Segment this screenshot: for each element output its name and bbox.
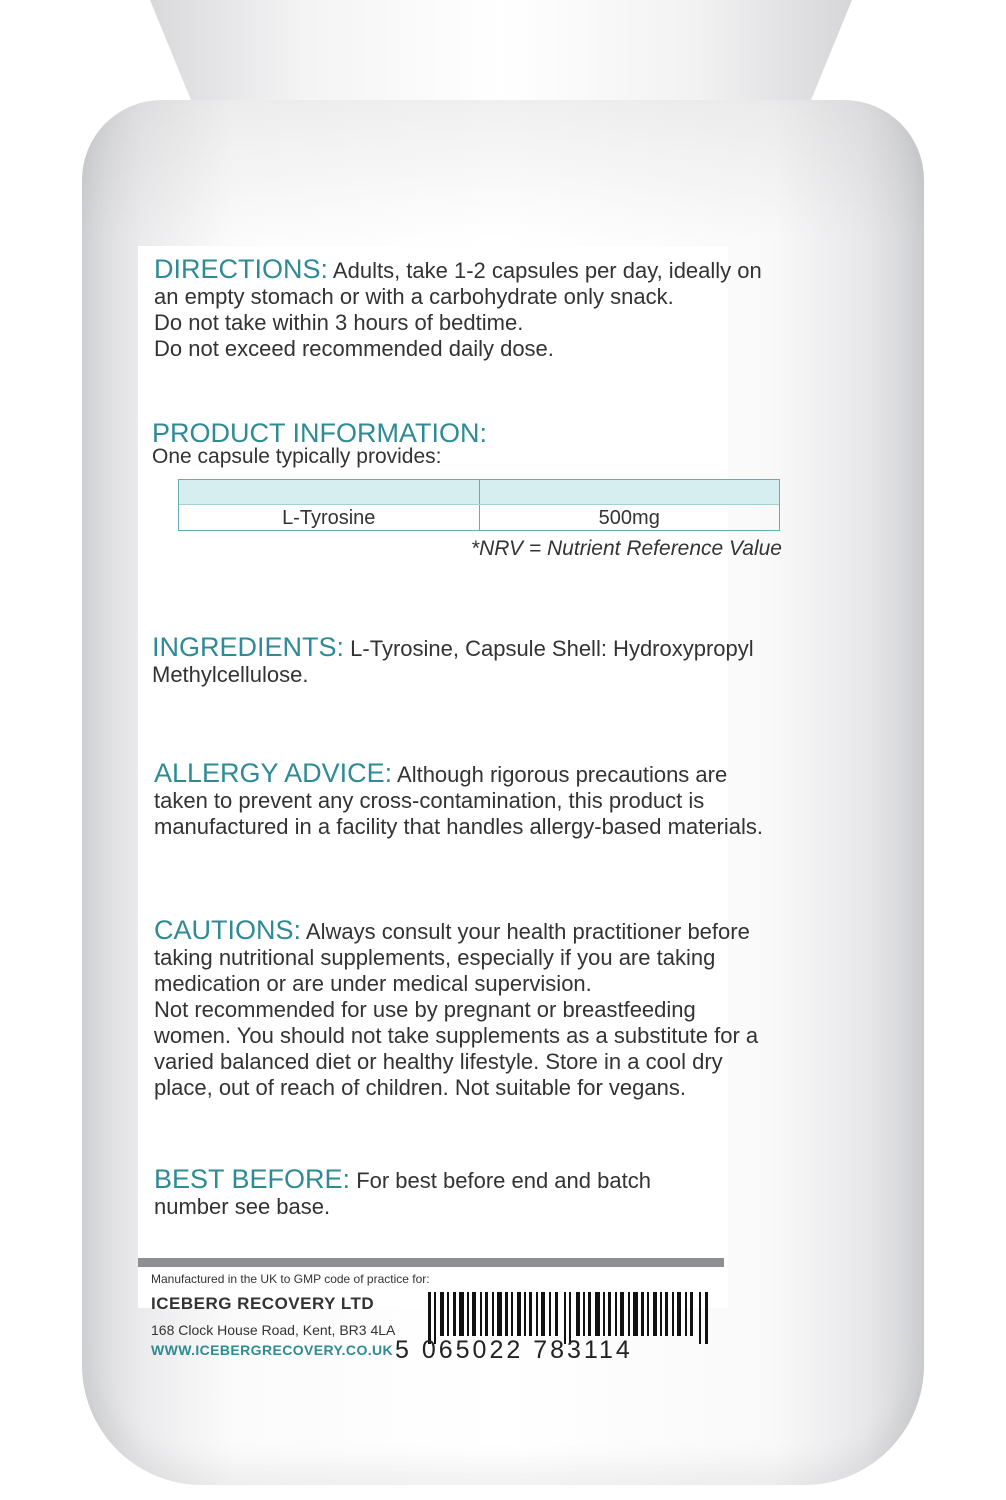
nutrient-header-cell xyxy=(479,480,780,504)
nutrient-table-header xyxy=(179,480,779,505)
cautions-line: varied balanced diet or healthy lifestyle. Store in a cool dry xyxy=(154,1049,723,1074)
cautions-line: medication or are under medical supervision. xyxy=(154,971,592,996)
allergy-line: manufactured in a facility that handles allergy-based materials. xyxy=(154,814,763,839)
barcode-number: 5 065022 783114 xyxy=(395,1336,633,1364)
cautions-heading: CAUTIONS: xyxy=(154,915,302,945)
cautions-line: Always consult your health practitioner before xyxy=(305,919,750,944)
directions-line: Adults, take 1-2 capsules per day, ideally on xyxy=(332,258,762,283)
ingredients-line: L-Tyrosine, Capsule Shell: Hydroxypropyl xyxy=(350,636,754,661)
manufacturer-name: ICEBERG RECOVERY LTD xyxy=(151,1294,375,1313)
cautions-line: Not recommended for use by pregnant or breastfeeding xyxy=(154,997,696,1022)
allergy-heading: ALLERGY ADVICE: xyxy=(154,758,393,788)
best-before-line: For best before end and batch xyxy=(356,1168,651,1193)
manufacturer-address: 168 Clock House Road, Kent, BR3 4LA xyxy=(151,1322,396,1338)
bottle-shoulder xyxy=(82,100,924,240)
directions-section xyxy=(154,256,762,362)
amount-cell: 500mg xyxy=(479,505,780,531)
nutrient-table xyxy=(178,479,780,531)
ingredient-cell: L-Tyrosine xyxy=(282,507,376,529)
manufacturer-intro: Manufactured in the UK to GMP code of practice for: xyxy=(151,1272,430,1286)
best-before-heading: BEST BEFORE: xyxy=(154,1164,351,1194)
product-info-section xyxy=(152,420,487,468)
best-before-line: number see base. xyxy=(154,1194,331,1219)
nutrient-header-cell xyxy=(179,480,479,504)
cautions-line: taking nutritional supplements, especially if you are taking xyxy=(154,945,716,970)
footer-divider xyxy=(138,1258,724,1267)
cautions-section xyxy=(154,917,758,1101)
manufacturer-website: WWW.ICEBERGRECOVERY.CO.UK xyxy=(151,1342,394,1358)
directions-line: an empty stomach or with a carbohydrate only snack. xyxy=(154,284,674,309)
nrv-note: *NRV = Nutrient Reference Value xyxy=(470,537,782,560)
directions-line: Do not take within 3 hours of bedtime. xyxy=(154,310,524,335)
allergy-line: taken to prevent any cross-contamination, this product is xyxy=(154,788,705,813)
cautions-line: place, out of reach of children. Not suitable for vegans. xyxy=(154,1075,686,1100)
product-info-heading: PRODUCT INFORMATION: xyxy=(152,418,487,448)
ingredients-section xyxy=(152,634,754,688)
table-row xyxy=(179,505,779,531)
directions-heading: DIRECTIONS: xyxy=(154,254,329,284)
ingredients-heading: INGREDIENTS: xyxy=(152,632,345,662)
product-info-subtitle: One capsule typically provides: xyxy=(152,445,442,468)
allergy-section xyxy=(154,760,763,840)
directions-line: Do not exceed recommended daily dose. xyxy=(154,336,554,361)
cautions-line: women. You should not take supplements as a substitute for a xyxy=(154,1023,759,1048)
allergy-line: Although rigorous precautions are xyxy=(397,762,728,787)
ingredients-line: Methylcellulose. xyxy=(152,662,309,687)
best-before-section xyxy=(154,1166,651,1220)
